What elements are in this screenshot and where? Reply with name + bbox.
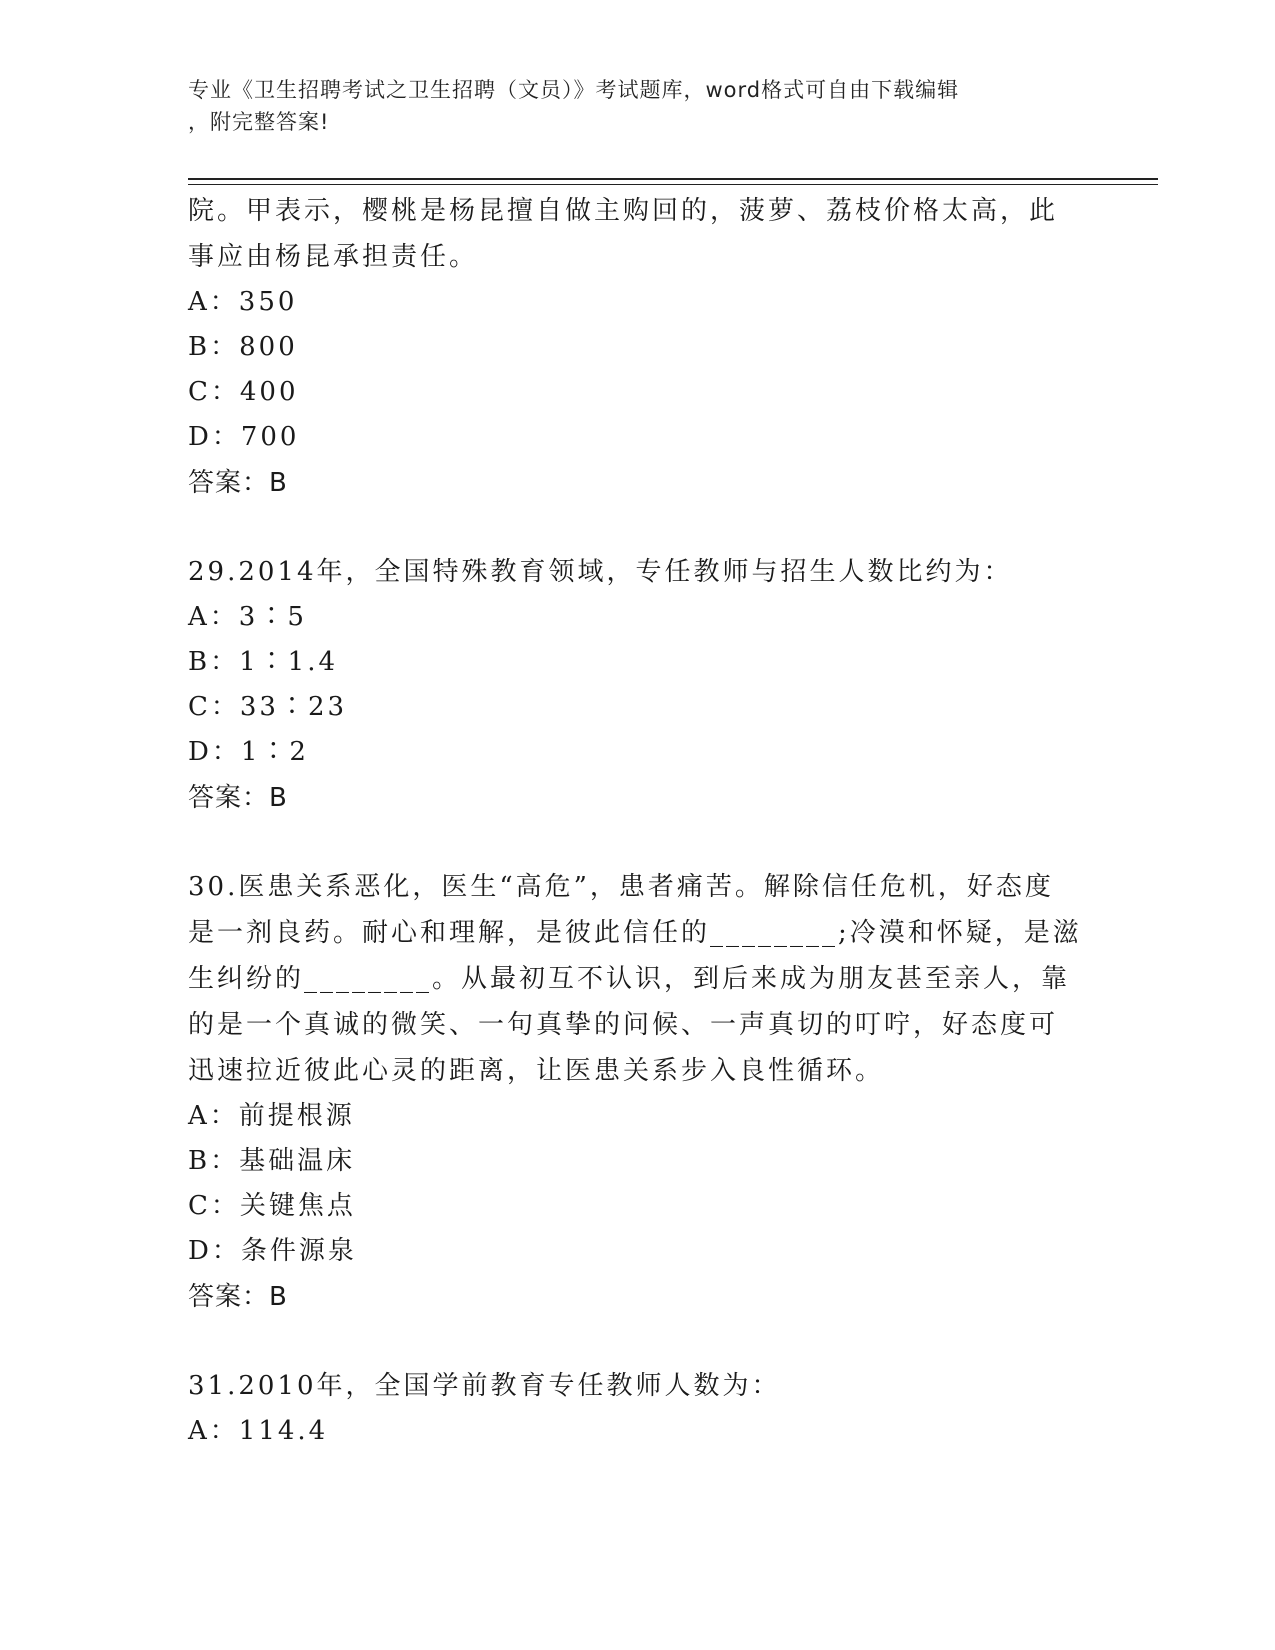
answer: 答案：B (188, 783, 288, 813)
document-body (188, 188, 1088, 1454)
option-c: C：33∶23 (188, 692, 348, 722)
question-31 (188, 1363, 1088, 1454)
option-d: D：1∶2 (188, 737, 309, 767)
question-text-line: 的是一个真诚的微笑、一句真挚的问候、一声真切的叮咛，好态度可 (188, 1010, 1059, 1040)
question-text-line: 事应由杨昆承担责任。 (188, 242, 479, 272)
option-b: B：1∶1.4 (188, 647, 338, 677)
option-a: A：350 (188, 287, 298, 317)
option-c: C：关键焦点 (188, 1191, 356, 1221)
question-28 (188, 188, 1088, 506)
option-a: A：3∶5 (188, 602, 307, 632)
header-rule-top (188, 178, 1158, 180)
question-text-line: 31.2010年，全国学前教育专任教师人数为： (188, 1371, 781, 1401)
question-text-line: 院。甲表示，樱桃是杨昆擅自做主购回的，菠萝、荔枝价格太高，此 (188, 196, 1059, 226)
question-30 (188, 864, 1088, 1320)
question-text-line: 生纠纷的________。从最初互不认识，到后来成为朋友甚至亲人，靠 (188, 964, 1071, 994)
header-line-1: 专业《卫生招聘考试之卫生招聘（文员）》考试题库，word格式可自由下载编辑 (188, 78, 960, 102)
question-text-line: 是一剂良药。耐心和理解，是彼此信任的________;冷漠和怀疑，是滋 (188, 918, 1082, 948)
option-d: D：条件源泉 (188, 1236, 357, 1266)
option-c: C：400 (188, 377, 299, 407)
header-line-2: ，附完整答案! (188, 110, 330, 134)
answer: 答案：B (188, 1282, 288, 1312)
question-text-line: 30.医患关系恶化，医生“高危”，患者痛苦。解除信任危机，好态度 (188, 872, 1054, 902)
question-text-line: 29.2014年，全国特殊教育领域，专任教师与招生人数比约为： (188, 557, 1013, 587)
document-header (188, 74, 1088, 138)
option-b: B：基础温床 (188, 1146, 356, 1176)
answer: 答案：B (188, 468, 288, 498)
option-a: A：前提根源 (188, 1101, 355, 1131)
question-29 (188, 549, 1088, 821)
header-rule-bottom (188, 184, 1158, 185)
option-b: B：800 (188, 332, 298, 362)
option-a: A：114.4 (188, 1416, 329, 1446)
option-d: D：700 (188, 422, 300, 452)
question-text-line: 迅速拉近彼此心灵的距离，让医患关系步入良性循环。 (188, 1056, 885, 1086)
